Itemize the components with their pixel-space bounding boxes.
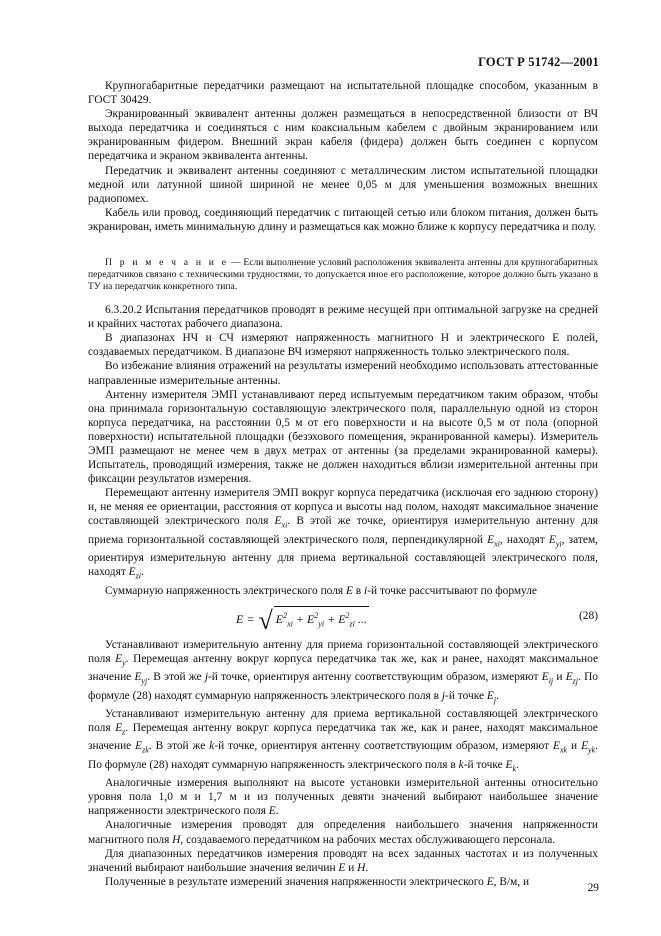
formula-expression: E = √ $E^2_{xi} + E^2_{yi} + E^2_{zi}$ ... (236, 605, 367, 635)
paragraph: Антенну измерителя ЭМП устанавливают перед испытуемым передатчиком таким образом, чтобы она принимала горизонтальную составляющую электрического поля, параллельную одной из сторон корпуса передатчика, на расстоянии 0,5 м от его поверхности и на высоте 0,5 м от пола (опорной поверхности) испытательной площадки (безэхового помещения, экранированной камеры). Измеритель ЭМП размещают не менее чем в двух метрах от антенны (за пределами экранированной камеры). Испытатель, проводящий измерения, также не должен находиться вблизи измерительной антенны при фиксации результатов измерения. (88, 388, 598, 486)
paragraph: Аналогичные измерения выполняют на высоте установки измерительной антенны относительно уровня пола 1,0 м и 1,7 м и из полученных девяти значений выбирают наибольшее значение напряженности электрического поля E. (88, 777, 598, 818)
paragraph: Во избежание влияния отражений на результаты измерений необходимо использовать аттестованные направленные измерительные антенны. (88, 360, 598, 387)
paragraph: Устанавливают измерительную антенну для приема вертикальной составляющей электрического поля $E_z$. Перемещая антенну вокруг корпуса передатчика так же, как и ранее, находят максимальное значение $E_{zk}$. В этой же k-й точке, ориентируя антенну соответствующим образом, измеряют $E_{xk}$ и $E_{yk}$. По формуле (28) находят суммарную напряженность электрического поля в k-й точке $E_k$. (88, 707, 598, 774)
note-label: П р и м е ч а н и е (105, 257, 229, 269)
formula-number: (28) (579, 609, 598, 622)
note-text: — Если выполнение условий расположения эквивалента антенны для крупногабаритных передатчиков связано с техническими трудностями, то допускается иное его расположение, которое должно быть указано в ТУ на передатчик конкретного типа. (88, 257, 598, 293)
paragraph: Экранированный эквивалент антенны должен размещаться в непосредственной близости от ВЧ выхода передатчика и соединяться с ним коаксиальным кабелем с двойным экранированием или экранированным фидером. Внешний экран кабеля (фидера) должен быть соединен с корпусом передатчика и экраном эквивалента антенны. (88, 108, 598, 163)
paragraph: Перемещают антенну измерителя ЭМП вокруг корпуса передатчика (исключая его заднюю сторону) и, не меняя ее ориентации, расстояния от корпуса и высоты над полом, находят максимальное значение составляющей электрического поля $E_{xi}$. В этой же точке, ориентируя измерительную антенну для приема горизонтальной составляющей электрического поля, перпендикулярной $E_{xi}$, находят $E_{yi}$, затем, ориентируя измерительную антенну для приема вертикальной составляющей электрического поля, находят $E_{zi}$. (88, 487, 599, 581)
paragraph: Передатчик и эквивалент антенны соединяют с металлическим листом испытательной площадки медной или латунной шиной шириной не менее 0,05 м для уменьшения возможных внешних радиопомех. (88, 164, 598, 205)
paragraph: Суммарную напряженность электрического поля E в i-й точке рассчитывают по формуле (105, 584, 537, 597)
paragraph: Устанавливают измерительную антенну для приема горизонтальной составляющей электрического поля $E_y$. Перемещая антенну вокруг корпуса передатчика так же, как и ранее, находят максимальное значение $E_{yj}$. В этой же j-й точке, ориентируя антенну соответствующим образом, измеряют $E_{ij}$ и $E_{zj}$. По формуле (28) находят суммарную напряженность электрического поля в j-й точке $E_j$. (88, 638, 599, 704)
paragraph: Кабель или провод, соединяющий передатчик с питающей сетью или блоком питания, должен быть экранирован, иметь минимальную длину и размещаться как можно ближе к корпусу передатчика и полу. (88, 206, 598, 233)
document-body (88, 79, 598, 889)
standard-header: ГОСТ Р 51742—2001 (478, 55, 599, 69)
note (88, 257, 598, 293)
paragraph: Крупногабаритные передатчики размещают на испытательной площадке способом, указанным в ГОСТ 30429. (88, 80, 598, 107)
paragraph: Аналогичные измерения проводят для определения наибольшего значения напряженности магнитного поля H, создаваемого передатчиком на рабочих местах обслуживающего персонала. (88, 819, 598, 846)
page-number: 29 (587, 882, 599, 894)
formula-28 (88, 600, 598, 635)
paragraph: Полученные в результате измерений значения напряженности электрического E, В/м, и (105, 875, 530, 888)
paragraph: 6.3.20.2 Испытания передатчиков проводят в режиме несущей при оптимальной загрузке на средней и крайних частотах рабочего диапазона. (88, 304, 598, 331)
paragraph: Для диапазонных передатчиков измерения проводят на всех заданных частотах и из полученных значений выбирают наибольшие значения величин E и H. (88, 847, 598, 874)
paragraph: В диапазонах НЧ и СЧ измеряют напряженность магнитного H и электрического E полей, создаваемых передатчиком. В диапазоне ВЧ измеряют напряженность только электрического поля. (88, 332, 598, 359)
